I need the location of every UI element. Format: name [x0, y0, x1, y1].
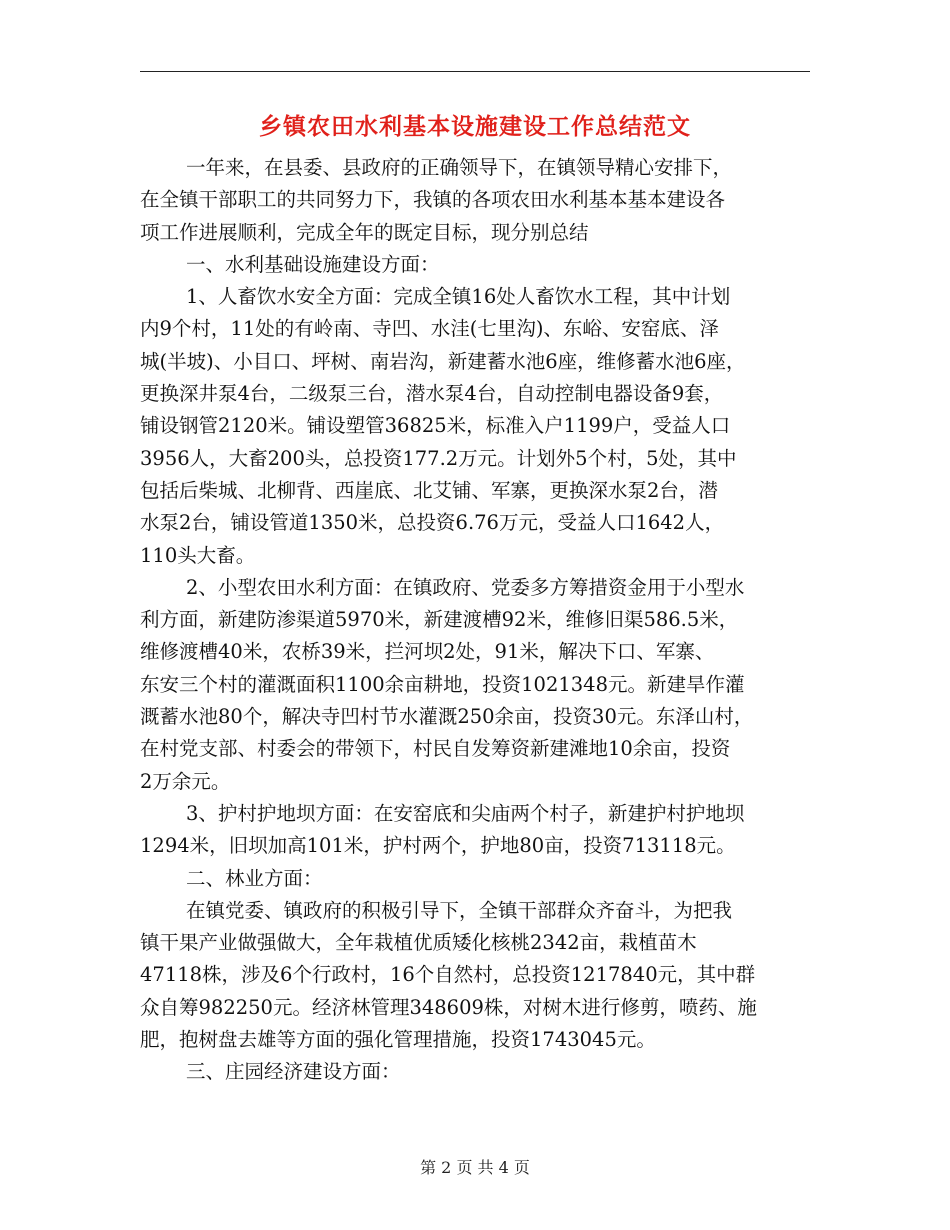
body-text-line: 在镇党委、镇政府的积极引导下，全镇干部群众齐奋斗，为把我 [186, 898, 733, 922]
body-text-line: 东安三个村的灌溉面积1100余亩耕地，投资1021348元。新建旱作灌 [140, 672, 745, 696]
body-text-line: 一年来，在县委、县政府的正确领导下，在镇领导精心安排下， [186, 156, 733, 179]
body-text-line: 1294米，旧坝加高101米，护村两个，护地80亩，投资713118元。 [140, 834, 736, 858]
body-text-line: 47118株，涉及6个行政村，16个自然村，总投资1217840元，其中群 [140, 963, 756, 987]
body-text-line: 在村党支部、村委会的带领下，村民自发筹资新建滩地10余亩，投资 [140, 737, 731, 761]
body-text-line: 在全镇干部职工的共同努力下，我镇的各项农田水利基本基本建设各 [140, 188, 726, 212]
body-text-line: 众自筹982250元。经济林管理348609株，对树木进行修剪，喷药、施 [140, 995, 757, 1019]
body-text-line: 2、小型农田水利方面：在镇政府、党委多方筹措资金用于小型水 [186, 575, 745, 599]
header-rule [140, 71, 810, 72]
body-text-line: 肥，抱树盘去雄等方面的强化管理措施，投资1743045元。 [140, 1028, 656, 1052]
document-body [140, 152, 810, 1089]
body-text-line: 1、人畜饮水安全方面：完成全镇16处人畜饮水工程，其中计划 [186, 285, 731, 309]
document-title: 乡镇农田水利基本设施建设工作总结范文 [259, 113, 691, 140]
body-text-line: 二、林业方面： [186, 866, 323, 890]
body-text-line: 溉蓄水池80个，解决寺凹村节水灌溉250余亩，投资30元。东泽山村， [140, 705, 754, 729]
body-text-line: 三、庄园经济建设方面： [186, 1060, 401, 1084]
body-text-line: 包括后柴城、北柳背、西崖底、北艾铺、军寨，更换深水泵2台，潜 [140, 478, 718, 502]
body-text-line: 铺设钢管2120米。铺设塑管36825米，标准入户1199户，受益人口 [140, 414, 731, 438]
page-footer: 第 2 页 共 4 页 [420, 1158, 530, 1177]
body-text-line: 内9个村，11处的有岭南、寺凹、水洼(七里沟)、东峪、安窑底、泽 [140, 317, 719, 341]
body-text-line: 2万余元。 [140, 769, 231, 793]
body-text-line: 3956人，大畜200头，总投资177.2万元。计划外5个村，5处，其中 [140, 446, 737, 470]
body-text-line: 3、护村护地坝方面：在安窑底和尖庙两个村子，新建护村护地坝 [186, 801, 745, 825]
body-text-line: 水泵2台，铺设管道1350米，总投资6.76万元，受益人口1642人， [140, 511, 725, 535]
body-text-line: 利方面，新建防渗渠道5970米，新建渡槽92米，维修旧渠586.5米， [140, 608, 739, 632]
body-text-line: 110头大畜。 [140, 543, 256, 567]
body-text-line: 城(半坡)、小目口、坪树、南岩沟，新建蓄水池6座，维修蓄水池6座， [140, 349, 746, 373]
body-text-line: 一、水利基础设施建设方面： [186, 252, 440, 276]
body-text-line: 项工作进展顺利，完成全年的既定目标，现分别总结 [140, 220, 589, 244]
body-text-line: 镇干果产业做强做大，全年栽植优质矮化核桃2342亩，栽植苗木 [140, 931, 697, 955]
body-text-line: 维修渡槽40米，农桥39米，拦河坝2处，91米，解决下口、军寨、 [140, 640, 715, 664]
body-text-line: 更换深井泵4台，二级泵三台，潜水泵4台，自动控制电器设备9套， [140, 382, 724, 406]
